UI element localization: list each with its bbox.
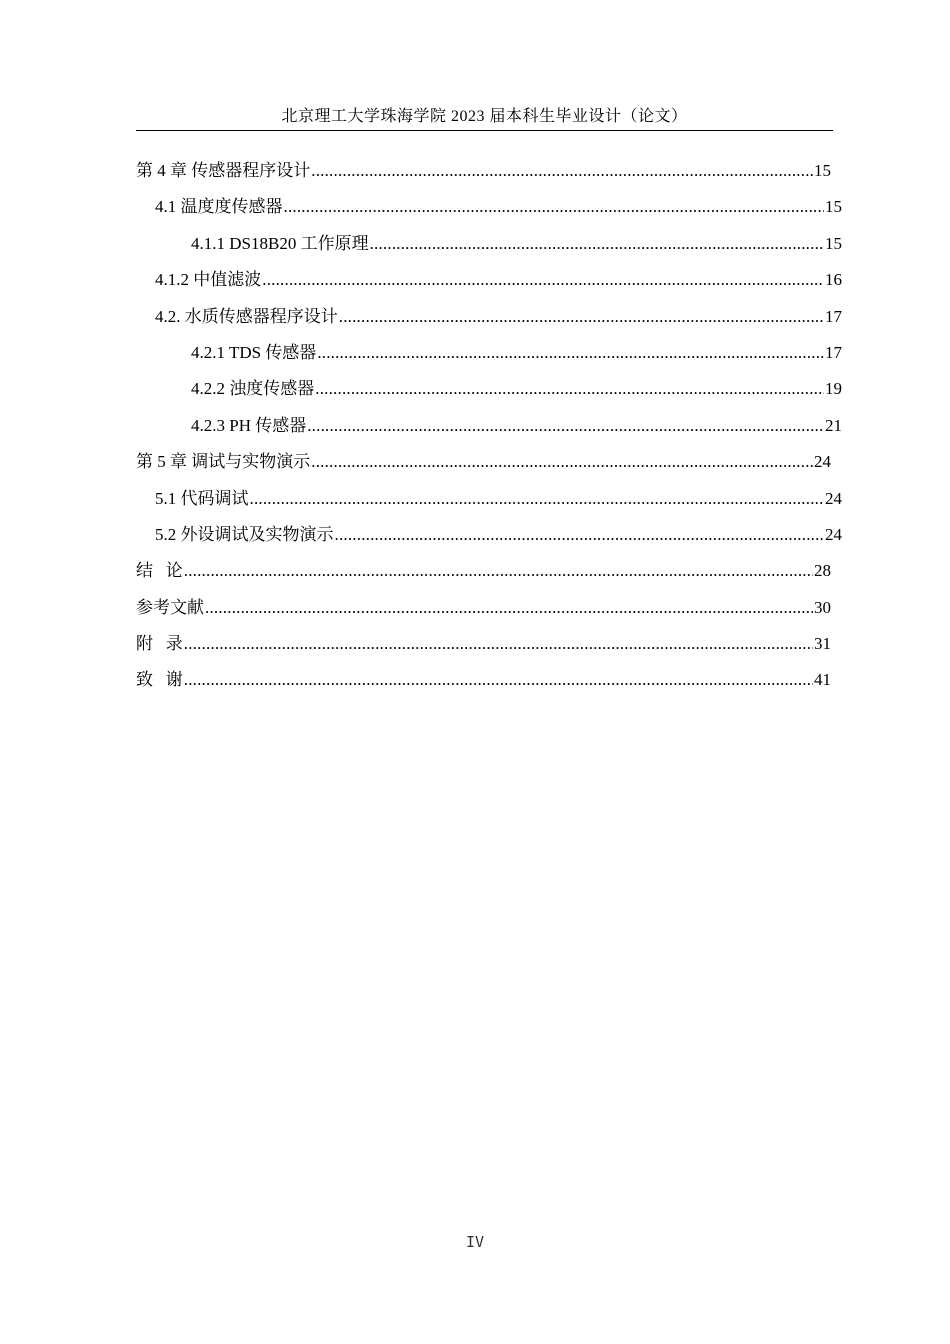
toc-entry[interactable] (136, 553, 831, 589)
toc-entry-title: 结 论 (136, 553, 183, 589)
toc-entry[interactable] (136, 335, 842, 371)
toc-entry[interactable] (136, 626, 831, 662)
toc-entry-page: 31 (814, 634, 831, 654)
toc-entry-page: 41 (814, 670, 831, 690)
toc-entry[interactable] (136, 481, 842, 517)
toc-entry-page: 28 (814, 561, 831, 581)
toc-dot-leader (184, 662, 813, 698)
toc-dot-leader (284, 189, 825, 225)
toc-dot-leader (184, 553, 813, 589)
toc-entry[interactable] (136, 662, 831, 698)
toc-entry-title: 第 4 章 传感器程序设计 (136, 153, 310, 189)
toc-entry[interactable] (136, 262, 842, 298)
toc-entry-page: 15 (814, 161, 831, 180)
toc-entry-title: 4.2.3 PH 传感器 (191, 408, 306, 444)
toc-dot-leader (250, 481, 825, 517)
toc-entry-title: 参考文献 (136, 590, 204, 626)
toc-entry-page: 24 (814, 452, 831, 472)
toc-dot-leader (311, 444, 813, 480)
toc-dot-leader (307, 408, 824, 444)
toc-entry-page: 17 (825, 306, 842, 326)
toc-entry-page: 24 (825, 488, 842, 508)
toc-entry-title: 4.1.2 中值滤波 (155, 262, 261, 298)
toc-entry[interactable] (136, 226, 842, 262)
toc-dot-leader (339, 299, 824, 335)
toc-entry-title: 4.1 温度度传感器 (155, 189, 283, 225)
toc-entry[interactable] (136, 371, 842, 407)
toc-entry-title: 第 5 章 调试与实物演示 (136, 444, 310, 480)
toc-entry-page: 15 (825, 233, 842, 253)
toc-entry[interactable] (136, 189, 842, 225)
toc-dot-leader (184, 626, 813, 662)
header-title: 北京理工大学珠海学院 2023 届本科生毕业设计（论文） (281, 108, 688, 125)
table-of-contents (136, 153, 842, 699)
toc-entry-title: 5.1 代码调试 (155, 481, 249, 517)
toc-entry[interactable] (136, 408, 842, 444)
toc-entry-title: 4.1.1 DS18B20 工作原理 (191, 226, 369, 262)
toc-entry-title: 5.2 外设调试及实物演示 (155, 517, 334, 553)
toc-entry[interactable] (136, 153, 831, 189)
toc-entry[interactable] (136, 590, 831, 626)
toc-dot-leader (311, 153, 813, 189)
toc-entry[interactable] (136, 517, 842, 553)
toc-entry[interactable] (136, 299, 842, 335)
toc-entry-title: 4.2.1 TDS 传感器 (191, 335, 316, 371)
toc-entry-page: 30 (814, 597, 831, 617)
toc-dot-leader (335, 517, 825, 553)
toc-entry-title: 附 录 (136, 626, 183, 662)
toc-entry[interactable] (136, 444, 831, 480)
toc-entry-page: 19 (825, 379, 842, 399)
toc-entry-page: 17 (825, 342, 842, 362)
toc-dot-leader (315, 371, 824, 407)
toc-entry-page: 21 (825, 415, 842, 435)
toc-entry-title: 4.2. 水质传感器程序设计 (155, 299, 338, 335)
page-number: IV (465, 1233, 485, 1251)
toc-entry-page: 16 (825, 270, 842, 290)
page-header (136, 104, 833, 131)
toc-dot-leader (370, 226, 824, 262)
toc-entry-page: 15 (825, 197, 842, 217)
toc-dot-leader (205, 590, 813, 626)
toc-dot-leader (262, 262, 824, 298)
page-footer (0, 1233, 950, 1251)
toc-entry-page: 24 (825, 524, 842, 544)
toc-entry-title: 致 谢 (136, 662, 183, 698)
toc-entry-title: 4.2.2 浊度传感器 (191, 371, 314, 407)
toc-dot-leader (317, 335, 824, 371)
